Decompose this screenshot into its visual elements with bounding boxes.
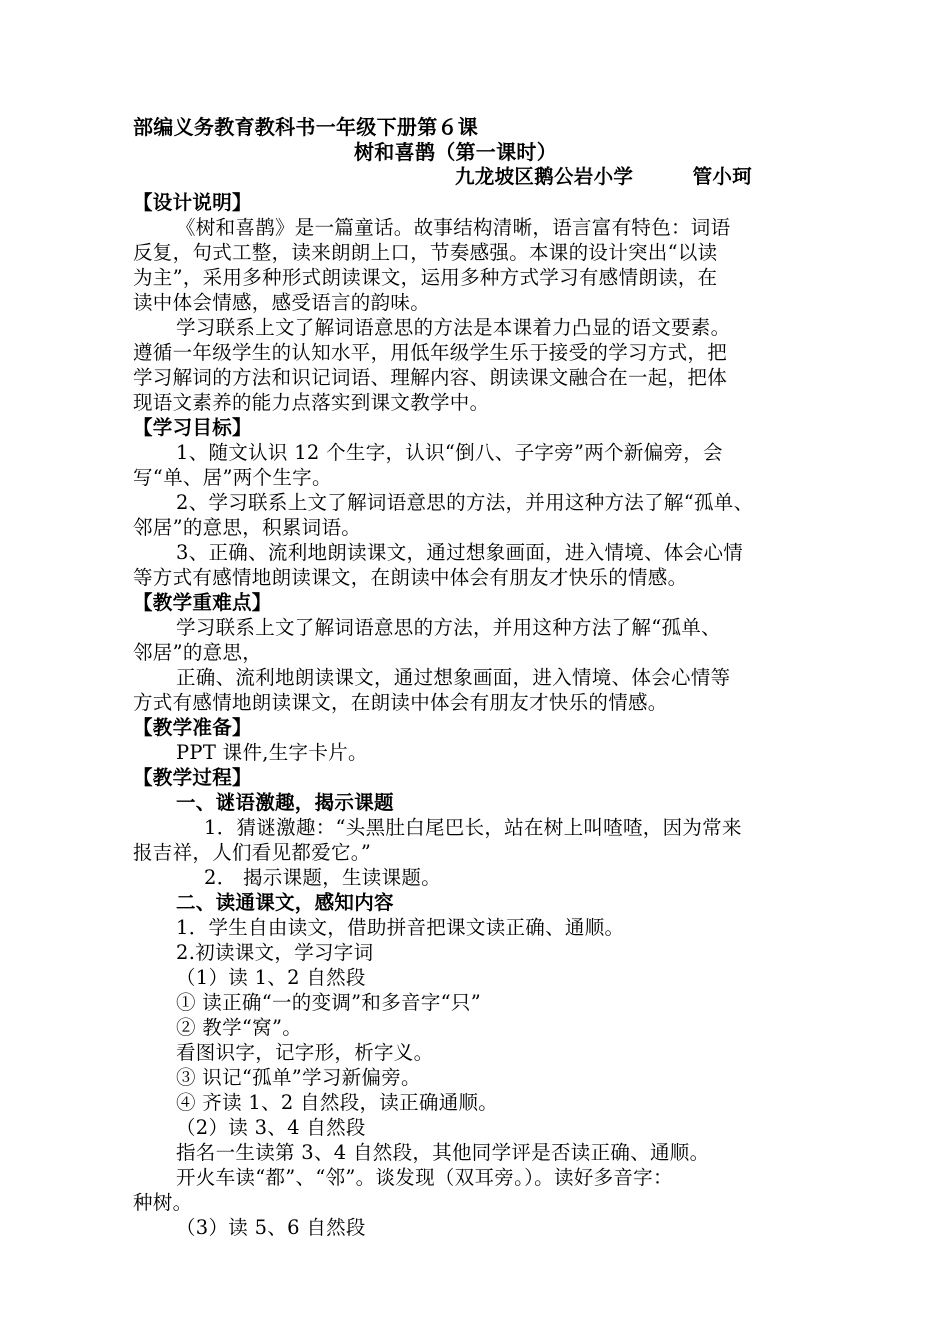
paragraph-line: 2、学习联系上文了解词语意思的方法，并用这种方法了解“孤单、 [176,491,754,514]
paragraph-line: 开火车读“都”、“邻”。谈发现（双耳旁。）。读好多音字： [176,1166,673,1189]
section-heading-goals: 【学习目标】 [133,416,252,439]
paragraph-line: 《树和喜鹊》是一篇童话。故事结构清晰，语言富有特色：词语 [176,216,731,239]
series-title: 部编义务教育教科书一年级下册第６课 [133,115,479,139]
paragraph-line: 写“单、居”两个生字。 [133,466,332,489]
paragraph-line: （3）读 5、6 自然段 [176,1216,366,1239]
paragraph-line: 现语文素养的能力点落实到课文教学中。 [133,391,490,414]
paragraph-line: 正确、流利地朗读课文，通过想象画面，进入情境、体会心情等 [176,666,731,689]
paragraph-line: 等方式有感情地朗读课文，在朗读中体会有朋友才快乐的情感。 [133,566,688,589]
paragraph-line: ② 教学“窝”。 [176,1016,303,1039]
paragraph-line: 邻居”的意思， [133,641,263,664]
paragraph-line: 1．学生自由读文，借助拼音把课文读正确、通顺。 [176,916,625,939]
paragraph-line: 指名一生读第 3、4 自然段，其他同学评是否读正确、通顺。 [176,1141,710,1164]
paragraph-line: PPT 课件,生字卡片。 [176,741,368,764]
paragraph-line: （1）读 1、2 自然段 [176,966,366,989]
paragraph-line: 2.初读课文，学习字词 [176,941,374,964]
paragraph-line: ③ 识记“孤单”学习新偏旁。 [176,1066,421,1089]
paragraph-line: 看图识字，记字形，析字义。 [176,1041,434,1064]
paragraph-line: 1．猜谜激趣：“头黑肚白尾巴长，站在树上叫喳喳，因为常来 [204,816,742,839]
paragraph-line: 学习联系上文了解词语意思的方法，并用这种方法了解“孤单、 [176,616,721,639]
paragraph-line: 3、正确、流利地朗读课文，通过想象画面，进入情境、体会心情 [176,541,744,564]
paragraph-line: 遵循一年级学生的认知水平，用低年级学生乐于接受的学习方式，把 [133,341,728,364]
paragraph-line: 读中体会情感，感受语言的韵味。 [133,291,431,314]
paragraph-line: 学习解词的方法和识记词语、理解内容、朗读课文融合在一起，把体 [133,366,728,389]
paragraph-line: 反复，句式工整，读来朗朗上口，节奏感强。本课的设计突出“以读 [133,241,718,264]
paragraph-line: 报吉祥，人们看见都爱它。” [133,841,372,864]
paragraph-line: 邻居”的意思，积累词语。 [133,516,362,539]
paragraph-line: ① 读正确“一的变调”和多音字“只” [176,991,481,1014]
section-heading-key-points: 【教学重难点】 [133,591,272,614]
paragraph-line: 学习联系上文了解词语意思的方法是本课着力凸显的语文要素。 [176,316,731,339]
author-line: 九龙坡区鹅公岩小学 管小珂 [455,165,753,188]
paragraph-line: 方式有感情地朗读课文，在朗读中体会有朋友才快乐的情感。 [133,691,668,714]
subsection-heading: 一、谜语激趣，揭示课题 [176,791,394,814]
paragraph-line: 种树。 [133,1191,193,1214]
paragraph-line: 2． 揭示课题，生读课题。 [204,866,442,889]
subsection-heading: 二、读通课文，感知内容 [176,891,394,914]
section-heading-design: 【设计说明】 [133,191,252,214]
section-heading-process: 【教学过程】 [133,766,252,789]
paragraph-line: ④ 齐读 1、2 自然段，读正确通顺。 [176,1091,499,1114]
section-heading-preparation: 【教学准备】 [133,716,252,739]
paragraph-line: （2）读 3、4 自然段 [176,1116,366,1139]
paragraph-line: 为主”，采用多种形式朗读课文，运用多种方式学习有感情朗读，在 [133,266,718,289]
lesson-title: 树和喜鹊（第一课时） [354,140,557,164]
paragraph-line: 1、随文认识 12 个生字，认识“倒八、子字旁”两个新偏旁，会 [176,441,723,464]
